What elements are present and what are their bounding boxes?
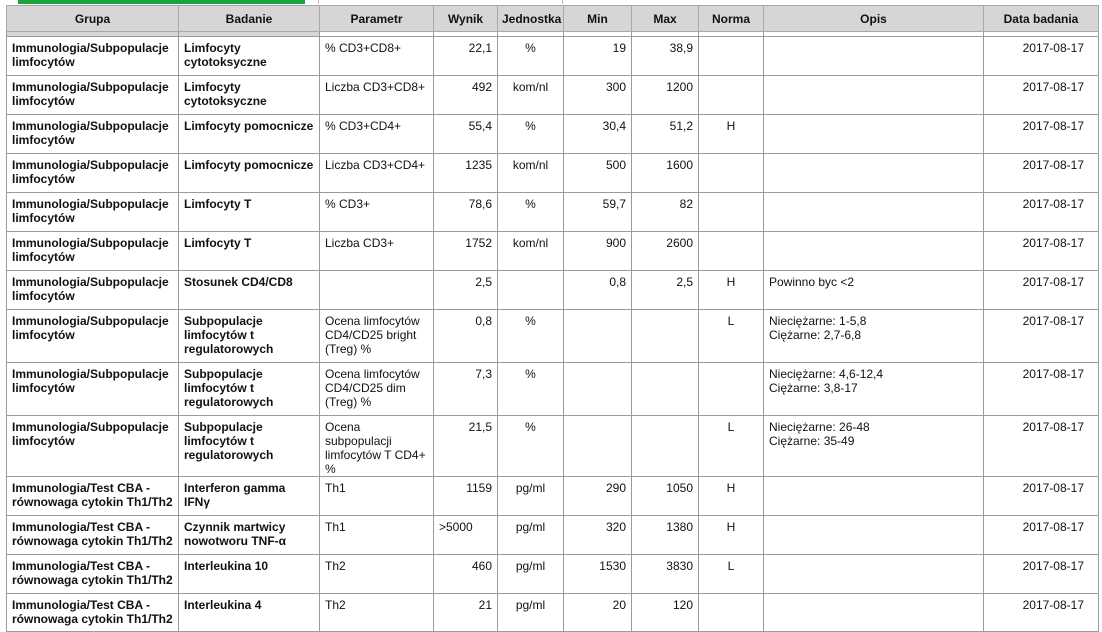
cell-min[interactable]: 320 [564,516,632,555]
cell-opis[interactable] [764,555,984,594]
cell-parametr[interactable]: Ocena subpopulacji limfocytów T CD4+ % [320,416,434,477]
cell-data-badania[interactable]: 2017-08-17 [984,271,1099,310]
cell-max[interactable]: 1380 [632,516,699,555]
column-header-badanie[interactable]: Badanie [179,6,320,32]
table-row[interactable] [7,310,1099,363]
column-header-data-badania[interactable]: Data badania [984,6,1099,32]
cell-wynik[interactable]: >5000 [434,516,498,555]
cell-data-badania[interactable]: 2017-08-17 [984,232,1099,271]
cell-jednostka[interactable]: pg/ml [498,516,564,555]
cell-grupa[interactable]: Immunologia/Subpopulacje limfocytów [7,115,179,154]
cell-data-badania[interactable]: 2017-08-17 [984,516,1099,555]
cell-parametr[interactable]: Liczba CD3+ [320,232,434,271]
cell-jednostka[interactable]: kom/nl [498,232,564,271]
cell-norma[interactable] [699,232,764,271]
cell-grupa[interactable]: Immunologia/Test CBA - równowaga cytokin Th1/Th2 [7,555,179,594]
cell-norma[interactable] [699,154,764,193]
table-row[interactable] [7,416,1099,477]
cell-data-badania[interactable]: 2017-08-17 [984,477,1099,516]
cell-min[interactable]: 0,8 [564,271,632,310]
cell-opis[interactable] [764,76,984,115]
cell-max[interactable]: 120 [632,594,699,632]
cell-badanie[interactable]: Limfocyty T [179,193,320,232]
header-row [7,6,1099,32]
cell-parametr[interactable]: % CD3+CD4+ [320,115,434,154]
cell-grupa[interactable]: Immunologia/Subpopulacje limfocytów [7,310,179,363]
cell-data-badania[interactable]: 2017-08-17 [984,193,1099,232]
column-header-wynik[interactable]: Wynik [434,6,498,32]
column-header-norma[interactable]: Norma [699,6,764,32]
tab-divider [562,0,563,4]
cell-jednostka[interactable]: % [498,37,564,76]
cell-opis[interactable] [764,37,984,76]
cell-grupa[interactable]: Immunologia/Test CBA - równowaga cytokin Th1/Th2 [7,594,179,632]
cell-max[interactable]: 38,9 [632,37,699,76]
cell-data-badania[interactable]: 2017-08-17 [984,363,1099,416]
cell-grupa[interactable]: Immunologia/Test CBA - równowaga cytokin Th1/Th2 [7,477,179,516]
cell-min[interactable]: 30,4 [564,115,632,154]
cell-badanie[interactable]: Limfocyty cytotoksyczne [179,76,320,115]
cell-grupa[interactable]: Immunologia/Subpopulacje limfocytów [7,363,179,416]
cell-max[interactable]: 1200 [632,76,699,115]
cell-wynik[interactable]: 22,1 [434,37,498,76]
table-row[interactable] [7,555,1099,594]
cell-opis[interactable] [764,232,984,271]
cell-wynik[interactable]: 78,6 [434,193,498,232]
table-row[interactable] [7,154,1099,193]
cell-parametr[interactable]: Liczba CD3+CD4+ [320,154,434,193]
cell-opis[interactable] [764,516,984,555]
cell-wynik[interactable]: 1235 [434,154,498,193]
table-row[interactable] [7,115,1099,154]
table-row[interactable] [7,37,1099,76]
cell-norma[interactable]: H [699,516,764,555]
cell-norma[interactable] [699,594,764,632]
table-row[interactable] [7,271,1099,310]
cell-parametr[interactable]: Th2 [320,555,434,594]
table-body [7,32,1099,632]
cell-grupa[interactable]: Immunologia/Subpopulacje limfocytów [7,76,179,115]
column-header-grupa[interactable]: Grupa [7,6,179,32]
cell-norma[interactable] [699,193,764,232]
cell-max[interactable] [632,310,699,363]
cell-max[interactable]: 3830 [632,555,699,594]
cell-badanie[interactable]: Limfocyty pomocnicze [179,115,320,154]
cell-badanie[interactable]: Stosunek CD4/CD8 [179,271,320,310]
cell-opis[interactable]: Nieciężarne: 26-48 Ciężarne: 35-49 [764,416,984,477]
cell-norma[interactable]: L [699,555,764,594]
cell-min[interactable] [564,416,632,477]
cell-min[interactable]: 300 [564,76,632,115]
cell-max[interactable]: 2600 [632,232,699,271]
cell-min[interactable]: 500 [564,154,632,193]
cell-jednostka[interactable]: % [498,363,564,416]
cell-min[interactable]: 1530 [564,555,632,594]
cell-wynik[interactable]: 21,5 [434,416,498,477]
cell-min[interactable]: 900 [564,232,632,271]
cell-wynik[interactable]: 2,5 [434,271,498,310]
cell-badanie[interactable]: Czynnik martwicy nowotworu TNF-α [179,516,320,555]
cell-opis[interactable] [764,594,984,632]
cell-parametr[interactable]: Th1 [320,516,434,555]
cell-opis[interactable]: Nieciężarne: 1-5,8 Ciężarne: 2,7-6,8 [764,310,984,363]
cell-norma[interactable]: L [699,416,764,477]
cell-min[interactable]: 19 [564,37,632,76]
results-table [6,5,1099,632]
cell-wynik[interactable]: 460 [434,555,498,594]
cell-parametr[interactable]: Ocena limfocytów CD4/CD25 bright (Treg) % [320,310,434,363]
cell-norma[interactable]: L [699,310,764,363]
cell-badanie[interactable]: Limfocyty cytotoksyczne [179,37,320,76]
cell-parametr[interactable]: % CD3+ [320,193,434,232]
column-header-min[interactable]: Min [564,6,632,32]
cell-grupa[interactable]: Immunologia/Subpopulacje limfocytów [7,416,179,477]
active-sheet-tab-indicator[interactable] [18,0,305,4]
cell-data-badania[interactable]: 2017-08-17 [984,154,1099,193]
cell-data-badania[interactable]: 2017-08-17 [984,37,1099,76]
table-row[interactable] [7,516,1099,555]
cell-opis[interactable] [764,154,984,193]
cell-opis[interactable] [764,477,984,516]
column-header-opis[interactable]: Opis [764,6,984,32]
cell-badanie[interactable]: Interleukina 4 [179,594,320,632]
column-header-max[interactable]: Max [632,6,699,32]
cell-jednostka[interactable]: % [498,193,564,232]
table-row[interactable] [7,232,1099,271]
tab-divider [318,0,319,4]
cell-jednostka[interactable]: pg/ml [498,477,564,516]
cell-grupa[interactable]: Immunologia/Subpopulacje limfocytów [7,154,179,193]
column-header-parametr[interactable]: Parametr [320,6,434,32]
cell-max[interactable]: 1050 [632,477,699,516]
cell-max[interactable] [632,363,699,416]
cell-jednostka[interactable]: kom/nl [498,76,564,115]
cell-wynik[interactable]: 7,3 [434,363,498,416]
cell-jednostka[interactable]: kom/nl [498,154,564,193]
cell-badanie[interactable]: Interferon gamma IFNγ [179,477,320,516]
cell-grupa[interactable]: Immunologia/Subpopulacje limfocytów [7,193,179,232]
cell-wynik[interactable]: 55,4 [434,115,498,154]
cell-parametr[interactable]: % CD3+CD8+ [320,37,434,76]
cell-data-badania[interactable]: 2017-08-17 [984,416,1099,477]
cell-parametr[interactable]: Th2 [320,594,434,632]
cell-wynik[interactable]: 1752 [434,232,498,271]
cell-norma[interactable] [699,363,764,416]
cell-data-badania[interactable]: 2017-08-17 [984,310,1099,363]
cell-jednostka[interactable]: pg/ml [498,555,564,594]
table-row[interactable] [7,363,1099,416]
cell-jednostka[interactable]: % [498,416,564,477]
cell-parametr[interactable]: Ocena limfocytów CD4/CD25 dim (Treg) % [320,363,434,416]
cell-min[interactable]: 20 [564,594,632,632]
cell-max[interactable]: 1600 [632,154,699,193]
cell-grupa[interactable]: Immunologia/Subpopulacje limfocytów [7,37,179,76]
cell-badanie[interactable]: Subpopulacje limfocytów t regulatorowych [179,310,320,363]
cell-parametr[interactable]: Liczba CD3+CD8+ [320,76,434,115]
cell-max[interactable]: 51,2 [632,115,699,154]
cell-max[interactable]: 2,5 [632,271,699,310]
cell-data-badania[interactable]: 2017-08-17 [984,594,1099,632]
cell-badanie[interactable]: Limfocyty T [179,232,320,271]
cell-norma[interactable]: H [699,115,764,154]
cell-wynik[interactable]: 1159 [434,477,498,516]
cell-data-badania[interactable]: 2017-08-17 [984,115,1099,154]
cell-parametr[interactable] [320,271,434,310]
cell-min[interactable] [564,363,632,416]
cell-data-badania[interactable]: 2017-08-17 [984,76,1099,115]
cell-badanie[interactable]: Limfocyty pomocnicze [179,154,320,193]
cell-data-badania[interactable]: 2017-08-17 [984,555,1099,594]
cell-opis[interactable]: Nieciężarne: 4,6-12,4 Ciężarne: 3,8-17 [764,363,984,416]
cell-norma[interactable]: H [699,271,764,310]
table-row[interactable] [7,594,1099,632]
cell-max[interactable] [632,416,699,477]
table-row[interactable] [7,193,1099,232]
column-header-jednostka[interactable]: Jednostka [498,6,564,32]
cell-min[interactable]: 290 [564,477,632,516]
cell-max[interactable]: 82 [632,193,699,232]
cell-grupa[interactable]: Immunologia/Subpopulacje limfocytów [7,271,179,310]
cell-norma[interactable] [699,37,764,76]
cell-wynik[interactable]: 0,8 [434,310,498,363]
cell-badanie[interactable]: Subpopulacje limfocytów t regulatorowych [179,363,320,416]
cell-min[interactable]: 59,7 [564,193,632,232]
cell-parametr[interactable]: Th1 [320,477,434,516]
cell-grupa[interactable]: Immunologia/Subpopulacje limfocytów [7,232,179,271]
cell-wynik[interactable]: 492 [434,76,498,115]
cell-opis[interactable] [764,115,984,154]
table-row[interactable] [7,76,1099,115]
cell-jednostka[interactable]: % [498,115,564,154]
cell-norma[interactable]: H [699,477,764,516]
table-row[interactable] [7,477,1099,516]
cell-wynik[interactable]: 21 [434,594,498,632]
cell-jednostka[interactable] [498,271,564,310]
cell-jednostka[interactable]: % [498,310,564,363]
cell-grupa[interactable]: Immunologia/Test CBA - równowaga cytokin Th1/Th2 [7,516,179,555]
cell-badanie[interactable]: Subpopulacje limfocytów t regulatorowych [179,416,320,477]
cell-jednostka[interactable]: pg/ml [498,594,564,632]
cell-norma[interactable] [699,76,764,115]
cell-min[interactable] [564,310,632,363]
cell-badanie[interactable]: Interleukina 10 [179,555,320,594]
cell-opis[interactable]: Powinno byc <2 [764,271,984,310]
cell-opis[interactable] [764,193,984,232]
